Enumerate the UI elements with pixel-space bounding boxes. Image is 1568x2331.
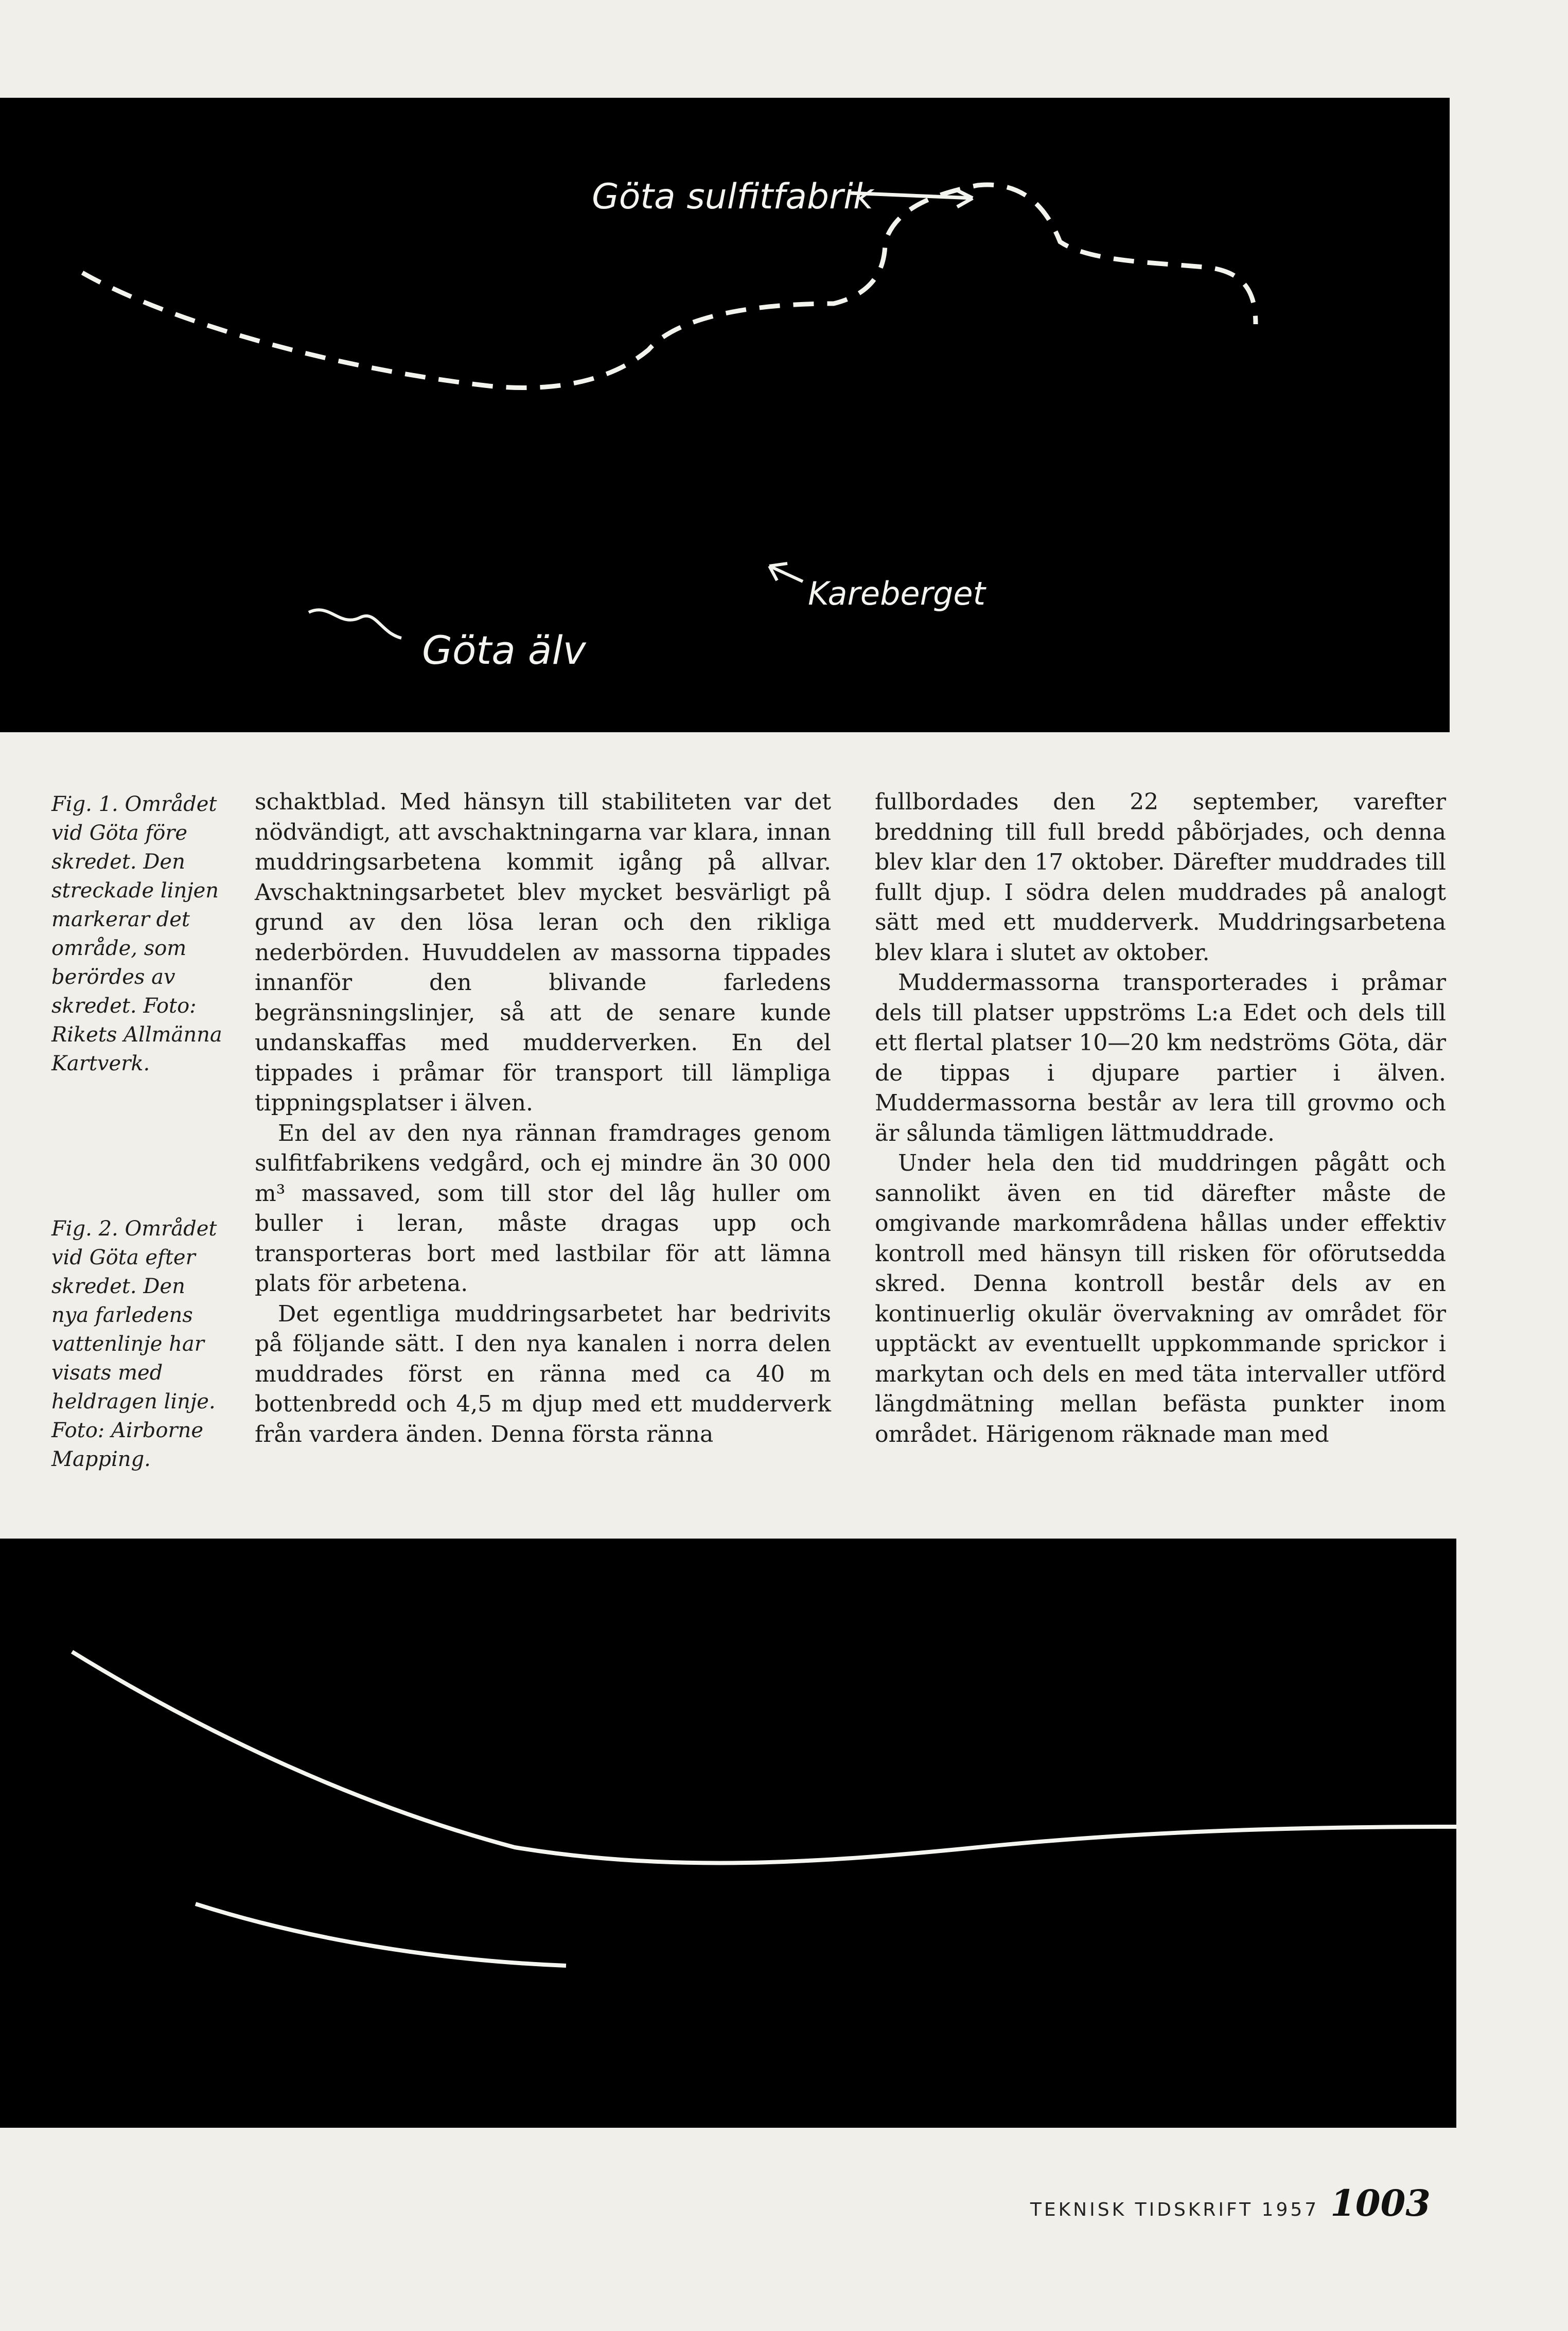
figure-1-graphic (0, 98, 1450, 732)
paragraph: Under hela den tid muddringen pågått och sannolikt även en tid därefter måste de omgivande markområdena hållas under effektiv kontroll med hänsyn till risken för oförutsedda skred. Denna kontroll består dels av en kontinuerlig okulär övervakning av området för upptäckt av eventuellt uppkommande sprickor i markytan och dels en med täta intervaller utförd längdmätning mellan befästa punkter inom området. Härigenom räknade man med (875, 1150, 1446, 1447)
label-hill: Kareberget (808, 575, 985, 612)
paragraph: Det egentliga muddringsarbetet har bedrivits på följande sätt. I den nya kanalen i norra delen muddrades först en ränna med ca 40 m bottenbredd och 4,5 m djup med ett mudderverk från vardera änden. Denna första ränna (255, 1300, 831, 1447)
label-river: Göta älv (422, 627, 586, 673)
figure-2-aerial-photo (0, 1539, 1456, 2128)
body-column-right (875, 787, 1446, 1450)
journal-title: TEKNISK TIDSKRIFT 1957 (1030, 2199, 1319, 2220)
figure-1-aerial-photo (0, 98, 1450, 732)
figure-2-caption: Fig. 2. Området vid Göta efter skredet. Den nya farledens vattenlinje har visats med heldragen linje. Foto: Airborne Mapping. (51, 1217, 217, 1471)
label-mill: Göta sulfitfabrik (592, 176, 874, 217)
paragraph: Muddermassorna transporterades i pråmar dels till platser uppströms L:a Edet och dels till ett flertal platser 10—20 km nedströms Göta, där de tippas i djupare partier i älven. Muddermassorna består av lera till grovmo och är sålunda tämligen lättmuddrade. (875, 969, 1446, 1146)
paragraph: schaktblad. Med hänsyn till stabiliteten var det nödvändigt, att avschaktningarna var klara, innan muddringsarbetena kommit igång på allvar. Avschaktningsarbetet blev mycket besvärligt på grund av den lösa leran och den rikliga nederbörden. Huvuddelen av massorna tippades innanför den blivande farledens begränsningslinjer, så att de senare kunde undanskaffas med mudderverken. En del tippades i pråmar för transport till lämpliga tippningsplatser i älven. (255, 789, 831, 1116)
paragraph: En del av den nya rännan framdrages genom sulfitfabrikens vedgård, och ej mindre än 30 000 m³ massaved, som till stor del låg huller om buller i leran, måste dragas upp och transporteras bort med lastbilar för att lämna plats för arbetena. (255, 1120, 831, 1297)
figure-2-graphic (0, 1539, 1456, 2128)
page-number: 1003 (1330, 2182, 1431, 2224)
figure-1-caption: Fig. 1. Området vid Göta före skredet. Den streckade linjen markerar det område, som berördes av skredet. Foto: Rikets Allmänna Kartverk. (51, 792, 222, 1075)
body-column-middle (255, 787, 831, 1450)
page-footer (1009, 2182, 1431, 2224)
paragraph: fullbordades den 22 september, varefter breddning till full bredd påbörjades, och denna blev klar den 17 oktober. Därefter muddrades till fullt djup. I södra delen muddrades på analogt sätt med ett mudderverk. Muddringsarbetena blev klara i slutet av oktober. (875, 789, 1446, 966)
